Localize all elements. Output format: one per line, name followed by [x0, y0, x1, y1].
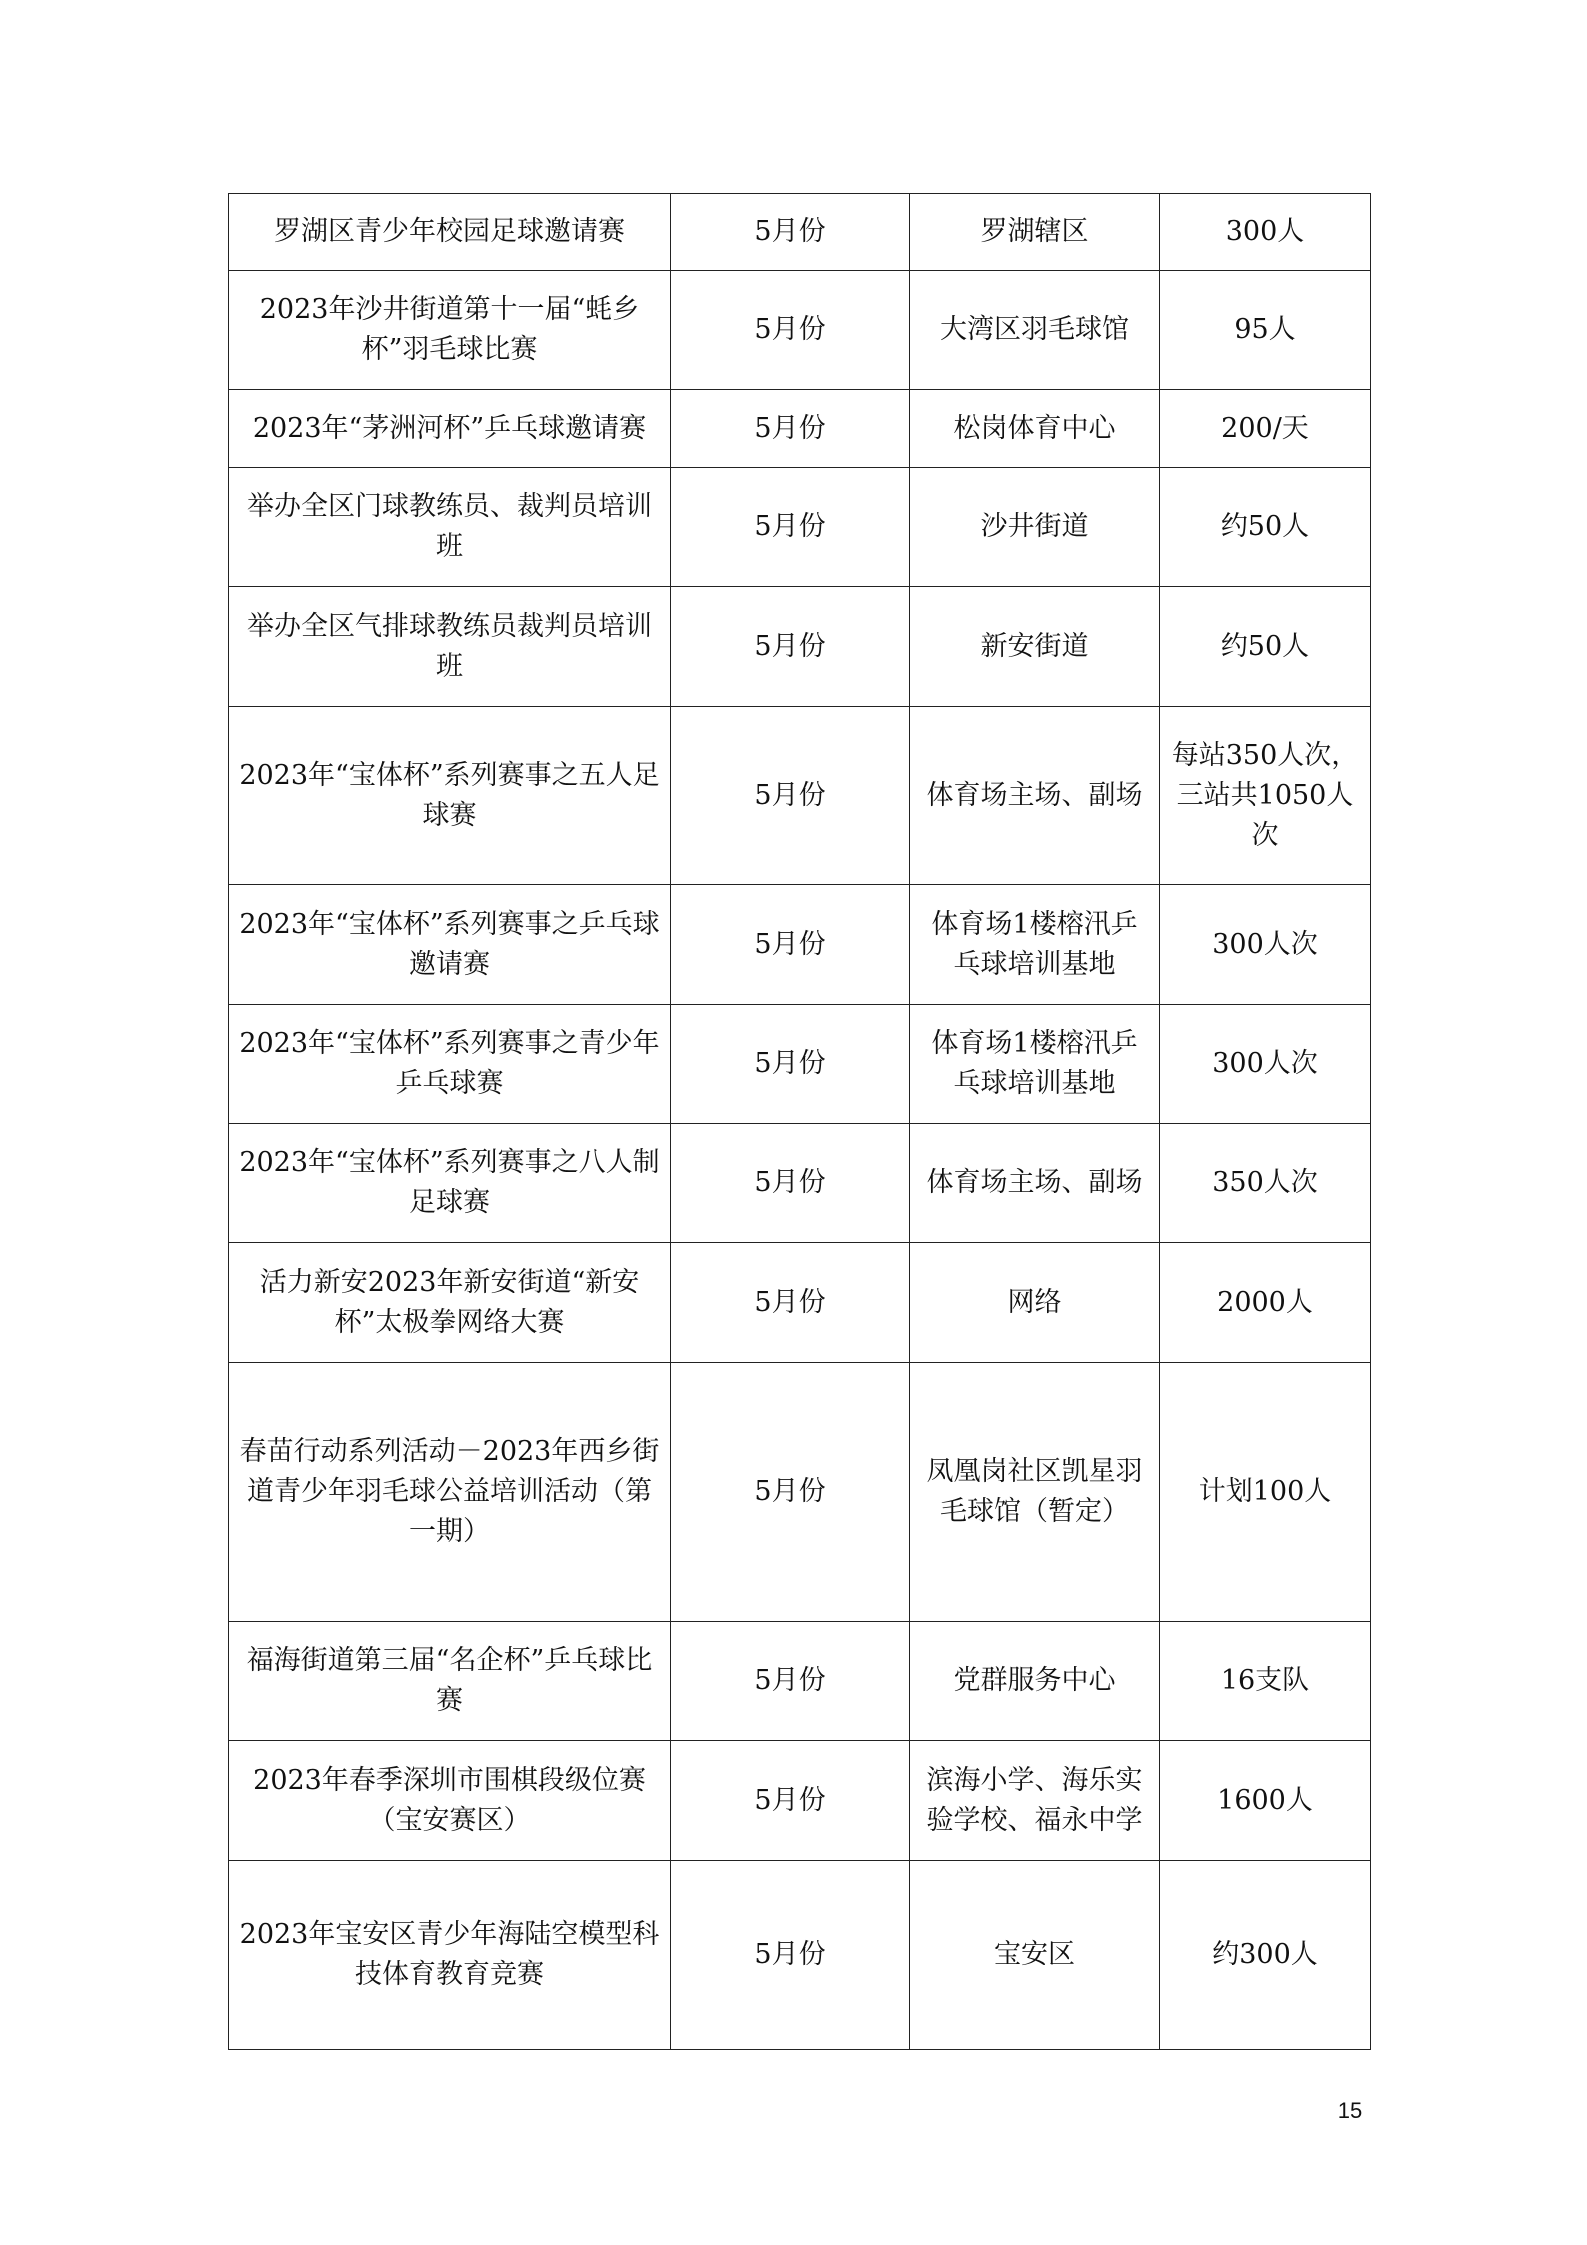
event-place-cell: 党群服务中心	[910, 1622, 1160, 1741]
event-place-cell: 体育场主场、副场	[910, 707, 1160, 885]
event-count-cell: 约300人	[1160, 1861, 1371, 2050]
event-time-cell: 5月份	[671, 1741, 910, 1861]
event-count-cell: 约50人	[1160, 468, 1371, 587]
table-row	[229, 587, 1371, 707]
event-name-cell: 罗湖区青少年校园足球邀请赛	[229, 194, 671, 271]
event-name-cell: 2023年沙井街道第十一届“蚝乡杯”羽毛球比赛	[229, 271, 671, 390]
table-row	[229, 885, 1371, 1005]
table-row	[229, 1243, 1371, 1363]
event-time-cell: 5月份	[671, 707, 910, 885]
page-number: 15	[1337, 2098, 1363, 2123]
event-count-cell: 95人	[1160, 271, 1371, 390]
event-name-cell: 福海街道第三届“名企杯”乒乓球比赛	[229, 1622, 671, 1741]
event-place-cell: 宝安区	[910, 1861, 1160, 2050]
table-row	[229, 1861, 1371, 2050]
event-time-cell: 5月份	[671, 390, 910, 468]
event-count-cell: 350人次	[1160, 1124, 1371, 1243]
table-row	[229, 1741, 1371, 1861]
event-name-cell: 举办全区气排球教练员裁判员培训班	[229, 587, 671, 707]
table-row	[229, 271, 1371, 390]
event-time-cell: 5月份	[671, 1861, 910, 2050]
events-table	[228, 193, 1371, 2050]
event-time-cell: 5月份	[671, 271, 910, 390]
event-place-cell: 松岗体育中心	[910, 390, 1160, 468]
event-place-cell: 凤凰岗社区凯星羽毛球馆（暂定）	[910, 1363, 1160, 1622]
event-count-cell: 1600人	[1160, 1741, 1371, 1861]
event-time-cell: 5月份	[671, 1005, 910, 1124]
table-row	[229, 468, 1371, 587]
table-row	[229, 1363, 1371, 1622]
event-name-cell: 举办全区门球教练员、裁判员培训班	[229, 468, 671, 587]
event-name-cell: 2023年“宝体杯”系列赛事之八人制足球赛	[229, 1124, 671, 1243]
event-place-cell: 网络	[910, 1243, 1160, 1363]
event-place-cell: 大湾区羽毛球馆	[910, 271, 1160, 390]
event-place-cell: 滨海小学、海乐实验学校、福永中学	[910, 1741, 1160, 1861]
event-count-cell: 每站350人次，三站共1050人次	[1160, 707, 1371, 885]
event-place-cell: 罗湖辖区	[910, 194, 1160, 271]
event-place-cell: 体育场1楼榕汛乒乓球培训基地	[910, 885, 1160, 1005]
event-time-cell: 5月份	[671, 587, 910, 707]
event-time-cell: 5月份	[671, 1243, 910, 1363]
event-time-cell: 5月份	[671, 1124, 910, 1243]
event-time-cell: 5月份	[671, 468, 910, 587]
table-row	[229, 390, 1371, 468]
event-name-cell: 春苗行动系列活动－2023年西乡街道青少年羽毛球公益培训活动（第一期）	[229, 1363, 671, 1622]
event-count-cell: 300人次	[1160, 1005, 1371, 1124]
event-place-cell: 体育场1楼榕汛乒乓球培训基地	[910, 1005, 1160, 1124]
event-name-cell: 2023年“宝体杯”系列赛事之乒乓球邀请赛	[229, 885, 671, 1005]
event-time-cell: 5月份	[671, 1363, 910, 1622]
event-place-cell: 体育场主场、副场	[910, 1124, 1160, 1243]
event-time-cell: 5月份	[671, 885, 910, 1005]
event-name-cell: 2023年“宝体杯”系列赛事之青少年乒乓球赛	[229, 1005, 671, 1124]
event-place-cell: 沙井街道	[910, 468, 1160, 587]
event-place-cell: 新安街道	[910, 587, 1160, 707]
event-count-cell: 计划100人	[1160, 1363, 1371, 1622]
event-time-cell: 5月份	[671, 194, 910, 271]
event-name-cell: 2023年“宝体杯”系列赛事之五人足球赛	[229, 707, 671, 885]
table-row	[229, 1005, 1371, 1124]
event-count-cell: 300人	[1160, 194, 1371, 271]
event-name-cell: 2023年“茅洲河杯”乒乓球邀请赛	[229, 390, 671, 468]
table-row	[229, 1622, 1371, 1741]
event-name-cell: 2023年宝安区青少年海陆空模型科技体育教育竞赛	[229, 1861, 671, 2050]
event-count-cell: 约50人	[1160, 587, 1371, 707]
event-count-cell: 200/天	[1160, 390, 1371, 468]
table-row	[229, 1124, 1371, 1243]
event-count-cell: 2000人	[1160, 1243, 1371, 1363]
event-count-cell: 300人次	[1160, 885, 1371, 1005]
event-name-cell: 活力新安2023年新安街道“新安杯”太极拳网络大赛	[229, 1243, 671, 1363]
table-row	[229, 707, 1371, 885]
event-count-cell: 16支队	[1160, 1622, 1371, 1741]
event-name-cell: 2023年春季深圳市围棋段级位赛（宝安赛区）	[229, 1741, 671, 1861]
event-time-cell: 5月份	[671, 1622, 910, 1741]
table-row	[229, 194, 1371, 271]
